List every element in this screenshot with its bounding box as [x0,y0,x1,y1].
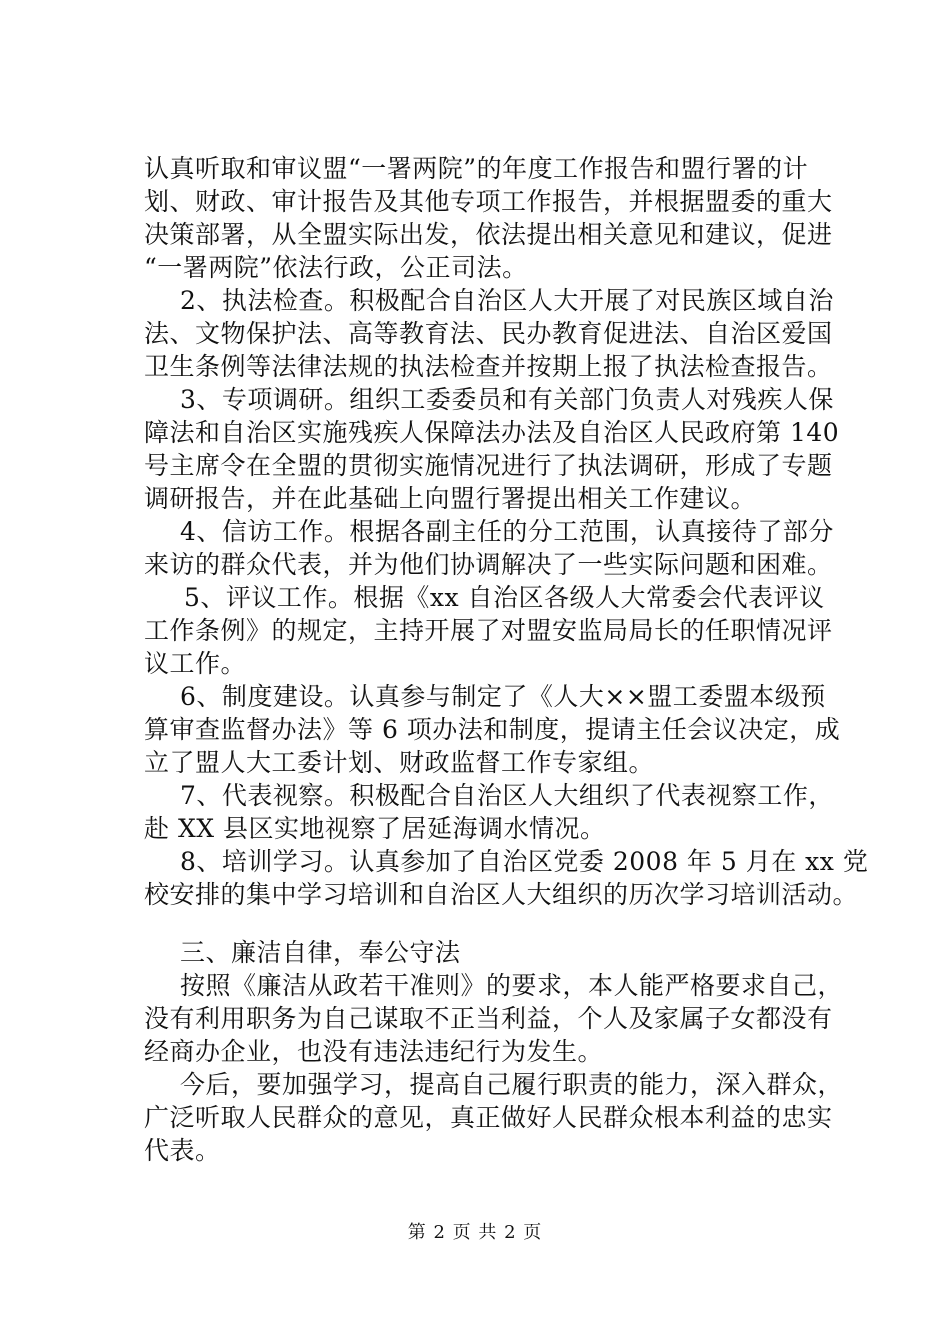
text-line: 法、文物保护法、高等教育法、民办教育促进法、自治区爱国 [144,319,833,348]
text-line: 障法和自治区实施残疾人保障法办法及自治区人民政府第 140 [144,418,840,447]
text-line: 今后，要加强学习，提高自己履行职责的能力，深入群众， [180,1070,844,1099]
paragraph-closing [144,1068,844,1167]
text-line: 来访的群众代表，并为他们协调解决了一些实际问题和困难。 [144,550,833,579]
text-line: 认真听取和审议盟“一署两院”的年度工作报告和盟行署的计 [144,154,809,183]
text-line: 调研报告，并在此基础上向盟行署提出相关工作建议。 [144,484,757,513]
paragraph-law-enforcement-inspection [144,284,834,383]
paragraph-system-building [144,680,841,779]
text-line: 工作条例》的规定，主持开展了对盟安监局局长的任职情况评 [144,616,833,645]
text-line: 校安排的集中学习培训和自治区人大组织的历次学习培训活动。 [144,880,859,909]
text-line: 5、评议工作。根据《xx 自治区各级人大常委会代表评议 [184,583,825,612]
text-line: 代表。 [144,1136,221,1165]
page-indicator: 第 2 页 共 2 页 [407,1222,543,1243]
text-line: 7、代表视察。积极配合自治区人大组织了代表视察工作， [180,781,834,810]
paragraph-integrity [144,969,844,1068]
paragraph-petitions [144,515,834,581]
document-body [144,152,869,1167]
section-gap [144,911,834,936]
text-line: 赴 XX 县区实地视察了居延海调水情况。 [144,814,606,843]
text-line: 算审查监督办法》等 6 项办法和制度，提请主任会议决定，成 [144,715,841,744]
text-line: 划、财政、审计报告及其他专项工作报告，并根据盟委的重大 [144,187,833,216]
text-line: 号主席令在全盟的贯彻实施情况进行了执法调研，形成了专题 [144,451,833,480]
text-line: 经商办企业，也没有违法违纪行为发生。 [144,1037,604,1066]
paragraph-appraisal [144,581,834,680]
text-line: “一署两院”依法行政，公正司法。 [144,253,528,282]
paragraph-training [144,845,869,911]
text-line: 4、信访工作。根据各副主任的分工范围，认真接待了部分 [180,517,834,546]
page-footer [0,1218,950,1244]
text-line: 没有利用职务为自己谋取不正当利益，个人及家属子女都没有 [144,1004,833,1033]
text-line: 决策部署，从全盟实际出发，依法提出相关意见和建议，促进 [144,220,833,249]
text-line: 8、培训学习。认真参加了自治区党委 2008 年 5 月在 xx 党 [180,847,869,876]
text-line: 6、制度建设。认真参与制定了《人大××盟工委盟本级预 [180,682,826,711]
paragraph-opening [144,152,834,284]
paragraph-deputy-inspection [144,779,834,845]
text-line: 议工作。 [144,649,247,678]
section-heading: 三、廉洁自律，奉公守法 [180,938,461,967]
paragraph-special-research [144,383,840,515]
text-line: 3、专项调研。组织工委委员和有关部门负责人对残疾人保 [180,385,834,414]
text-line: 2、执法检查。积极配合自治区人大开展了对民族区域自治 [180,286,834,315]
text-line: 按照《廉洁从政若干准则》的要求，本人能严格要求自己， [180,971,844,1000]
text-line: 广泛听取人民群众的意见，真正做好人民群众根本利益的忠实 [144,1103,833,1132]
text-line: 立了盟人大工委计划、财政监督工作专家组。 [144,748,655,777]
text-line: 卫生条例等法律法规的执法检查并按期上报了执法检查报告。 [144,352,833,381]
